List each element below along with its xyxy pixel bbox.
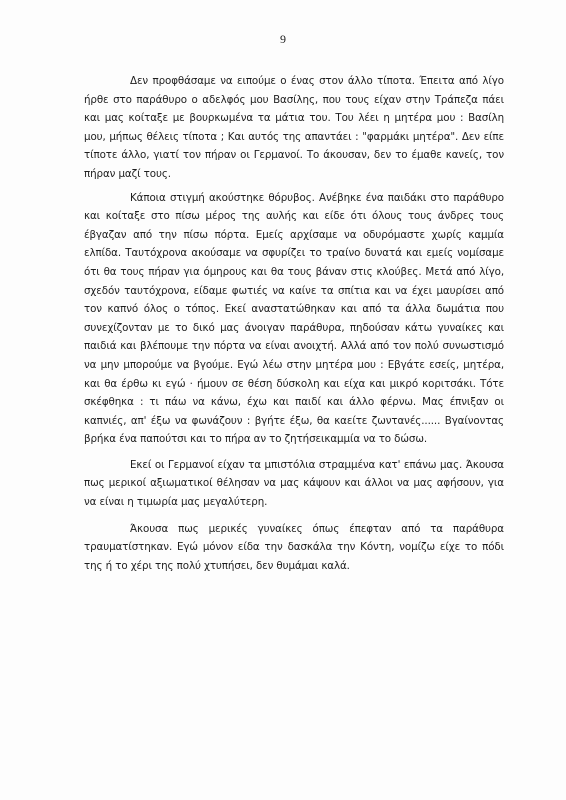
body-text [84,72,504,580]
page-number: 9 [280,32,286,46]
paragraph-1: Δεν προφθάσαμε να ειπούμε ο ένας στον άλλο τίποτα. Έπειτα από λίγο ήρθε στο παράθυρο ο αδελφός μου Βασίλης, που τους είχαν στην Τράπεζα πάει και μας κοίταξε με βουρκωμένα τα μάτια του. Του λέει η μητέρα μου : Βασίλη μου, μήπως θέλεις τίποτα ; Και αυτός της απαντάει : "φαρμάκι μητέρα". Δεν είπε τίποτε άλλο, γιατί τον πήραν οι Γερμανοί. Το άκουσαν, δεν το έμαθε κανείς, τον πήραν μαζί τους. [84,75,504,180]
paragraph-4: Άκουσα πως μερικές γυναίκες όπως έπεφταν από τα παράθυρα τραυματίστηκαν. Εγώ μόνον είδα την δασκάλα την Κόντη, νομίζω είχε το πόδι της ή το χέρι της πολύ χτυπήσει, δεν θυμάμαι καλά. [84,522,504,572]
paragraph-2: Κάποια στιγμή ακούστηκε θόρυβος. Ανέβηκε ένα παιδάκι στο παράθυρο και κοίταξε στο πίσω μέρος της αυλής και είδε ότι όλους τους άνδρες τους έβγαζαν από την πίσω πόρτα. Εμείς αρχίσαμε να οδυρόμαστε χωρίς καμμία ελπίδα. Ταυτόχρονα ακούσαμε να σφυρίζει το τραίνο δυνατά και εμείς νομίσαμε ότι θα τους πήραν για όμηρους και θα τους βάναν στις κλούβες. Μετά από λίγο, σχεδόν ταυτόχρονα, είδαμε φωτιές να καίνε τα σπίτια και να έχει μαυρίσει από τον καπνό όλος ο τόπος. Εκεί αναστατώθηκαν και από τα άλλα δωμάτια που συνεχίζονταν με το δικό μας άνοιγαν παράθυρα, πηδούσαν κάτω γυναίκες και παιδιά και βλέπουμε την πόρτα να είναι ανοιχτή. Αλλά από τον πολύ συνωστισμό να μην μπορούμε να βγούμε. Εγώ λέω στην μητέρα μου : Εβγάτε εσείς, μητέρα, και θα έρθω κι εγώ · ήμουν σε θέση δύσκολη και είχα και μικρό κοριτσάκι. Τότε σκέφθηκα : τι πάω να κάνω, έχω και παιδί και άλλο φέρνω. Μας έπνιξαν οι καπνιές, απ' έξω να φωνάζουν : βγήτε έξω, θα καείτε ζωντανές...... Βγαίνοντας βρήκα ένα παπούτσι και το πήρα αν το ζητήσεικαμμία να το δώσω. [84,191,504,446]
paragraph-3: Εκεί οι Γερμανοί είχαν τα μπιστόλια στραμμένα κατ' επάνω μας. Άκουσα πως μερικοί αξιωματικοί θέλησαν να μας κάψουν και άλλοι να μας αφήσουν, για να είναι η τιμωρία μας μεγαλύτερη. [84,458,504,509]
